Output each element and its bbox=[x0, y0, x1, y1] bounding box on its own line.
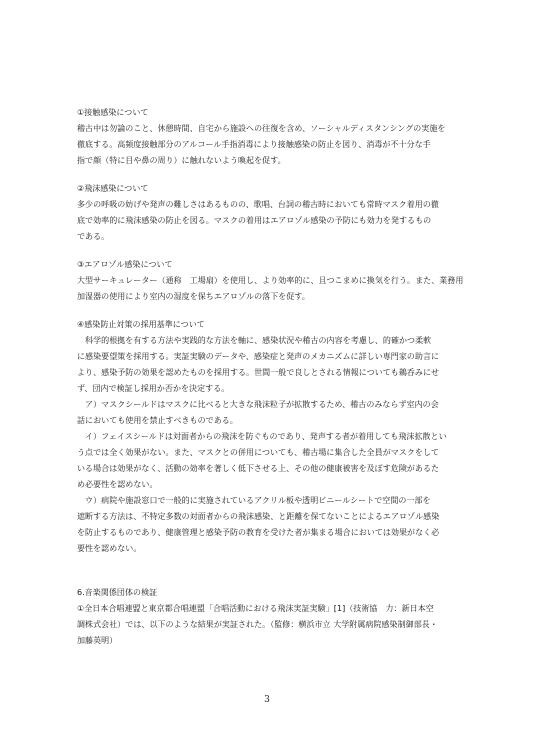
paragraph-line: 稽古中は勿論のこと、休憩時間、自宅から施設への往復を含め、ソーシャルディスタンシングの実施を bbox=[77, 124, 446, 133]
paragraph-line: 要性を認めない。 bbox=[77, 544, 142, 553]
section-heading: ①接触感染について bbox=[77, 108, 149, 117]
paragraph-line: より、感染予防の効果を認めたものを採用する。世間一般で良しとされる情報についても鵜呑みにせ bbox=[77, 368, 440, 377]
section-droplet-infection bbox=[77, 181, 467, 245]
section-heading: ④感染防止対策の採用基準について bbox=[77, 320, 205, 329]
paragraph-line: ず、団内で検証し採用か否かを決定する。 bbox=[77, 384, 230, 393]
section-heading: ③エアロゾル感染について bbox=[77, 260, 173, 269]
section-contact-infection bbox=[77, 105, 467, 169]
paragraph-line: 底で効率的に飛沫感染の防止を図る。マスクの着用はエアロゾル感染の予防にも効力を発するもの bbox=[77, 216, 432, 225]
section-heading: ②飛沫感染について bbox=[77, 184, 149, 193]
paragraph-line: う点では全く効果がない。また、マスクとの併用についても、稽古場に集合した全員がマスクをして bbox=[77, 448, 440, 457]
paragraph-line: 調株式会社）では、以下のような結果が実証された。（監修：横浜市立 大学附属病院感染制御部長・ bbox=[77, 620, 438, 629]
paragraph-line: 指で顔（特に目や鼻の周り）に触れないよう喚起を促す。 bbox=[77, 156, 286, 165]
paragraph-line: 加湿器の使用により室内の湿度を保ちエアロゾルの落下を促す。 bbox=[77, 292, 310, 301]
section-music-organizations bbox=[77, 585, 467, 649]
paragraph-line: 話においても使用を禁止すべきものである。 bbox=[77, 416, 238, 425]
paragraph-line: 遮断する方法は、不特定多数の対面者からの飛沫感染、と距離を保てないことによるエアロゾル感染 bbox=[77, 512, 440, 521]
paragraph-line: 加藤英明） bbox=[77, 636, 118, 645]
section-adoption-criteria bbox=[77, 317, 467, 557]
paragraph-line: ①全日本合唱連盟と東京都合唱連盟「合唱活動における飛沫実証実験」[1]（技術協 力：新日本空 bbox=[77, 604, 434, 613]
paragraph-line: ア）マスクシールドはマスクに比べると大きな飛沫粒子が拡散するため、稽古のみならず室内の会 bbox=[77, 400, 439, 409]
paragraph-line: ウ）病院や施設窓口で一般的に実施されているアクリル板や透明ビニールシートで空間の一部を bbox=[77, 496, 431, 505]
paragraph-line: に感染要望策を採用する。実証実験のデータや、感染症と発声のメカニズムに詳しい専門家の助言に bbox=[77, 352, 440, 361]
paragraph-line: 科学的根拠を有する方法や実践的な方法を軸に、感染状況や稽古の内容を考慮し、的確かつ柔軟 bbox=[77, 336, 432, 345]
page-body bbox=[77, 105, 467, 649]
paragraph-line: め必要性を認めない。 bbox=[77, 480, 158, 489]
paragraph-line: 大型サーキュレーター（通称 工場扇）を使用し、より効率的に、且つこまめに換気を行う。また、業務用 bbox=[77, 276, 464, 285]
paragraph-line: いる場合は効果がなく、活動の効率を著しく低下させる上、その他の健康被害を及ぼす危険があるた bbox=[77, 464, 440, 473]
paragraph-line: 徹底する。高頻度接触部分のアルコール手指消毒により接触感染の防止を図り、消毒が不十分な手 bbox=[77, 140, 431, 149]
paragraph-line: 多少の呼吸の妨げや発声の難しさはあるものの、歌唱、台詞の稽古時においても常時マスク着用の徹 bbox=[77, 200, 439, 209]
page-number: 3 bbox=[264, 695, 270, 705]
section-heading: 6.音楽関係団体の検証 bbox=[77, 588, 158, 597]
section-aerosol-infection bbox=[77, 257, 467, 305]
paragraph-line: イ）フェイスシールドは対面者からの飛沫を防ぐものであり、発声する者が着用しても飛沫拡散とい bbox=[77, 432, 447, 441]
paragraph-line: である。 bbox=[77, 232, 110, 241]
paragraph-line: を防止するものであり、健康管理と感染予防の教育を受けた者が集まる場合においては効果がなく必 bbox=[77, 528, 440, 537]
